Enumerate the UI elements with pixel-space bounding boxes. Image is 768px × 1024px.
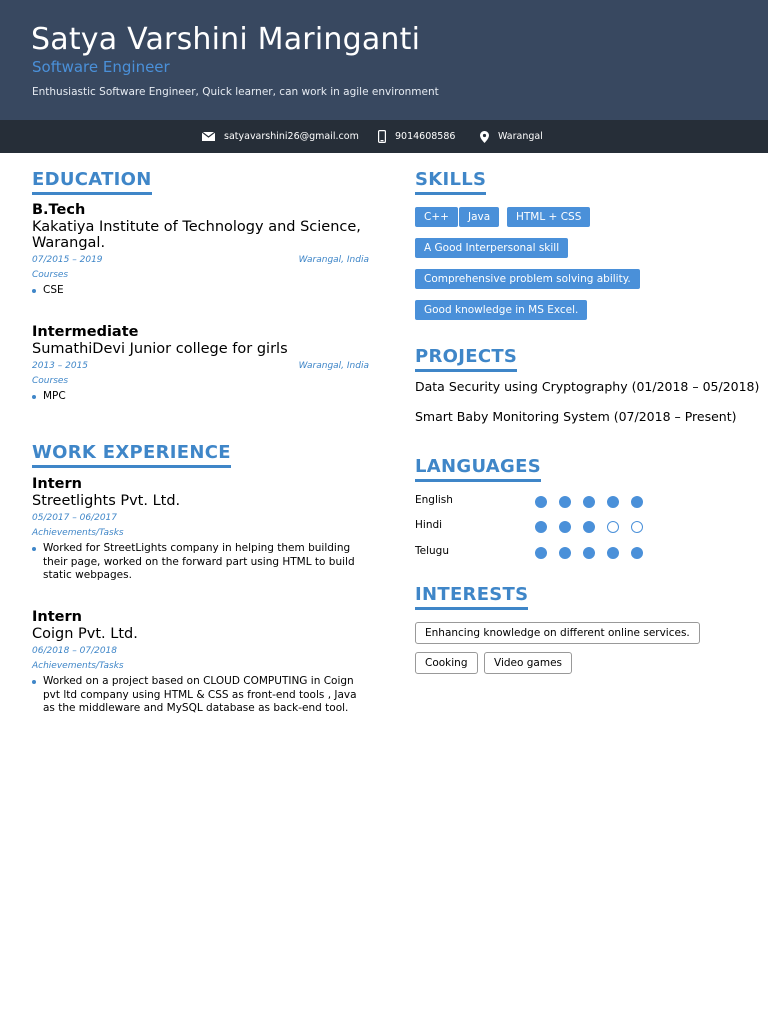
proficiency-dot-filled xyxy=(535,496,547,508)
course-item: CSE xyxy=(43,284,64,296)
project-item: Data Security using Cryptography (01/2018 – 05/2018) xyxy=(415,379,760,394)
tasks-label: Achievements/Tasks xyxy=(32,528,124,538)
language-name: Telugu xyxy=(415,545,449,557)
company: Coign Pvt. Ltd. xyxy=(32,626,138,642)
work-experience-heading: WORK EXPERIENCE xyxy=(32,443,231,468)
proficiency-dot-filled xyxy=(583,521,595,533)
task-item: Worked on a project based on CLOUD COMPUTING in Coign pvt ltd company using HTML & CSS as front-end tools , Java as the middleware and MySQL database as back-end tool. xyxy=(43,675,357,714)
degree: Intermediate xyxy=(32,324,139,340)
location-text: Warangal xyxy=(498,131,543,142)
bullet-dot xyxy=(32,289,36,293)
proficiency-dot-filled xyxy=(631,496,643,508)
proficiency-dot-filled xyxy=(583,496,595,508)
course-item: MPC xyxy=(43,390,66,402)
proficiency-dot-filled xyxy=(607,547,619,559)
bullet-dot xyxy=(32,395,36,399)
email-text: satyavarshini26@gmail.com xyxy=(224,131,359,142)
proficiency-dot-empty xyxy=(631,521,643,533)
degree: B.Tech xyxy=(32,202,86,218)
skill-tag: Java xyxy=(459,207,499,227)
languages-heading: LANGUAGES xyxy=(415,457,541,482)
project-item: Smart Baby Monitoring System (07/2018 – Present) xyxy=(415,409,737,424)
interests-heading: INTERESTS xyxy=(415,585,528,610)
proficiency-dot-filled xyxy=(583,547,595,559)
phone-icon xyxy=(378,130,386,143)
institution: SumathiDevi Junior college for girls xyxy=(32,341,288,357)
company: Streetlights Pvt. Ltd. xyxy=(32,493,181,509)
proficiency-dot-filled xyxy=(559,496,571,508)
courses-label: Courses xyxy=(32,376,69,386)
phone-text: 9014608586 xyxy=(395,131,456,142)
interest-tag: Cooking xyxy=(415,652,478,674)
language-name: Hindi xyxy=(415,519,443,531)
skills-heading: SKILLS xyxy=(415,170,486,195)
email-icon xyxy=(202,132,215,141)
proficiency-dots xyxy=(535,521,643,533)
resume-header xyxy=(0,0,768,120)
education-location: Warangal, India xyxy=(298,361,369,371)
proficiency-dot-filled xyxy=(631,547,643,559)
proficiency-dot-filled xyxy=(535,547,547,559)
proficiency-dot-empty xyxy=(607,521,619,533)
education-dates: 07/2015 – 2019 xyxy=(32,255,103,265)
skill-tag: C++ xyxy=(415,207,458,227)
projects-heading: PROJECTS xyxy=(415,347,517,372)
proficiency-dot-filled xyxy=(559,547,571,559)
location-pin-icon xyxy=(480,131,489,143)
proficiency-dots xyxy=(535,547,643,559)
skill-tag: A Good Interpersonal skill xyxy=(415,238,568,258)
role: Intern xyxy=(32,476,82,492)
contact-email[interactable] xyxy=(202,120,359,153)
contact-phone[interactable] xyxy=(378,120,455,153)
interest-tag: Enhancing knowledge on different online services. xyxy=(415,622,700,644)
interest-tag: Video games xyxy=(484,652,572,674)
skill-tag: HTML + CSS xyxy=(507,207,590,227)
education-location: Warangal, India xyxy=(298,255,369,265)
job-title: Software Engineer xyxy=(32,58,170,76)
proficiency-dot-filled xyxy=(607,496,619,508)
role: Intern xyxy=(32,609,82,625)
task-item: Worked for StreetLights company in helping them building their page, worked on the forward part using HTML to build static webpages. xyxy=(43,542,355,581)
skill-tag: Good knowledge in MS Excel. xyxy=(415,300,587,320)
bullet-dot xyxy=(32,547,36,551)
education-dates: 2013 – 2015 xyxy=(32,361,89,371)
work-dates: 06/2018 – 07/2018 xyxy=(32,646,117,656)
tasks-label: Achievements/Tasks xyxy=(32,661,124,671)
education-heading: EDUCATION xyxy=(32,170,152,195)
candidate-name: Satya Varshini Maringanti xyxy=(31,22,421,57)
institution: Kakatiya Institute of Technology and Science, Warangal. xyxy=(32,219,361,251)
proficiency-dots xyxy=(535,496,643,508)
work-dates: 05/2017 – 06/2017 xyxy=(32,513,117,523)
skill-tag: Comprehensive problem solving ability. xyxy=(415,269,640,289)
contact-location xyxy=(480,120,543,153)
proficiency-dot-filled xyxy=(535,521,547,533)
language-name: English xyxy=(415,494,453,506)
courses-label: Courses xyxy=(32,270,69,280)
proficiency-dot-filled xyxy=(559,521,571,533)
bullet-dot xyxy=(32,680,36,684)
summary: Enthusiastic Software Engineer, Quick learner, can work in agile environment xyxy=(32,86,439,98)
contact-bar xyxy=(0,120,768,153)
